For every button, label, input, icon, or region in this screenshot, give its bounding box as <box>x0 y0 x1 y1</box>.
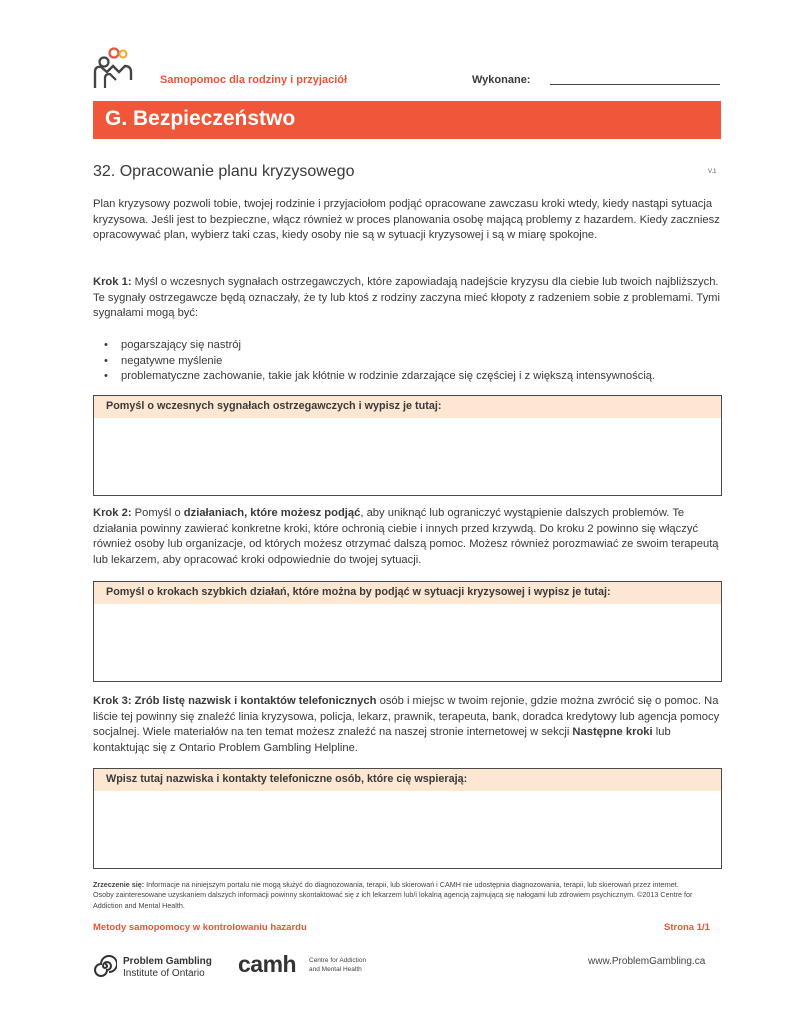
footer-series-title: Metody samopomocy w kontrolowaniu hazardu <box>93 922 307 933</box>
warning-signs-list <box>104 338 655 385</box>
list-item: • negatywne myślenie <box>104 354 655 370</box>
page-title: 32. Opracowanie planu kryzysowego <box>93 163 355 180</box>
disclaimer-label: Zrzeczenie się: <box>93 880 145 889</box>
step2-bold: działaniach, które możesz podjąć <box>183 507 361 519</box>
step3-text-b: lub kontaktując się z Ontario Problem Gambling Helpline. <box>93 726 671 754</box>
step3-text-a: osób i miejsc w twoim rejonie, gdzie można zwrócić się o pomoc. Na liście tej powinny się znaleźć linia kryzysowa, policja, lekarz, prawnik, terapeuta, bank, doradca kredytowy lub agencja pomocy socjalnej. Wiele materiałów na ten temat możesz znaleźć na naszej stronie internetowej w sekcji <box>93 695 720 739</box>
disclaimer-text: Informacje na niniejszym portalu nie mogą służyć do diagnozowania, terapii, lub skierowań i CAMH nie udostępnia diagnozowania, terapii, lub skierowań przez internet. Osoby zainteresowane uzyskaniem dalszych informacji powinny skontaktować się z ich lekarzem lub/i lokalną agencją zajmującą się nałogami lub zdrowiem psychicznym. ©2013 Centre for Addiction and Mental Health. <box>93 880 693 910</box>
warning-signs-box[interactable] <box>93 395 722 496</box>
contacts-box[interactable] <box>93 768 722 869</box>
version-label: V.1 <box>708 169 717 175</box>
page-number: Strona 1/1 <box>664 922 710 933</box>
camh-name-line2: and Mental Health <box>309 966 362 973</box>
completed-input-line[interactable] <box>550 84 720 85</box>
header-tagline: Samopomoc dla rodziny i przyjaciół <box>160 74 348 86</box>
contacts-prompt: Wpisz tutaj nazwiska i kontakty telefoniczne osób, które cię wspierają: <box>94 769 721 791</box>
list-item: • pogarszający się nastrój <box>104 338 655 354</box>
step3-bold: Zrób listę nazwisk i kontaktów telefonicznych <box>131 695 377 707</box>
intro-paragraph: Plan kryzysowy pozwoli tobie, twojej rodzinie i przyjaciołom podjąć opracowane zawczasu kroki wtedy, kiedy nastąpi sytuacja kryzysowa. Jeśli jest to bezpieczne, włącz również w proces planowania osobę mającą problemy z hazardem. Kiedy zaczniesz opracowywać plan, wybierz taki czas, kiedy osoby nie są w sytuacji kryzysowej i są w miarę spokojne. <box>93 198 720 242</box>
section-banner <box>93 101 721 139</box>
step2-text-a: Pomyśl o <box>131 507 184 519</box>
camh-name-line1: Centre for Addiction <box>309 957 367 964</box>
step3-label: Krok 3: <box>93 695 132 707</box>
step2-label: Krok 2: <box>93 507 132 519</box>
pgio-name-line1: Problem Gambling <box>123 956 212 967</box>
step1-label: Krok 1: <box>93 276 132 288</box>
quick-actions-box[interactable] <box>93 581 722 682</box>
next-steps-link: Następne kroki <box>572 726 653 739</box>
step1-text: Myśl o wczesnych sygnałach ostrzegawczych, które zapowiadają nadejście kryzysu dla ciebie lub twoich najbliższych. Te sygnały ostrzegawcze będą oznaczały, że ty lub ktoś z rodziny zaczyna mieć kłopoty z radzeniem sobie z problemami. Tymi sygnałami mogą być: <box>93 276 720 320</box>
list-item: • problematyczne zachowanie, takie jak kłótnie w rodzinie zdarzające się częściej i z większą intensywnością. <box>104 369 655 385</box>
family-logo-icon <box>92 46 134 90</box>
camh-logo: camh <box>238 951 297 977</box>
website-link[interactable]: www.ProblemGambling.ca <box>588 956 706 967</box>
problem-gambling-spiral-icon <box>93 954 117 978</box>
step1-paragraph <box>93 275 723 322</box>
section-title: G. Bezpieczeństwo <box>105 107 296 130</box>
warning-signs-prompt: Pomyśl o wczesnych sygnałach ostrzegawczych i wypisz je tutaj: <box>94 396 721 418</box>
pgio-name-line2: Institute of Ontario <box>123 968 205 979</box>
disclaimer <box>93 880 693 911</box>
step2-text-b: , aby uniknąć lub ograniczyć wystąpienie dalszych problemów. Te działania powinny zawierać konkretne kroki, które ochronią ciebie i innych przed krzywdą. Do kroku 2 powinno się włączyć również osoby lub organizacje, od których możesz otrzymać dalszą pomoc. Możesz również porozmawiać ze swoim terapeutą lub lekarzem, aby opracować kroki odpowiednie do twojej sytuacji. <box>93 507 719 566</box>
step2-paragraph <box>93 506 723 568</box>
completed-label: Wykonane: <box>472 74 531 86</box>
step3-paragraph <box>93 694 723 756</box>
quick-actions-prompt: Pomyśl o krokach szybkich działań, które można by podjąć w sytuacji kryzysowej i wypisz je tutaj: <box>94 582 721 604</box>
